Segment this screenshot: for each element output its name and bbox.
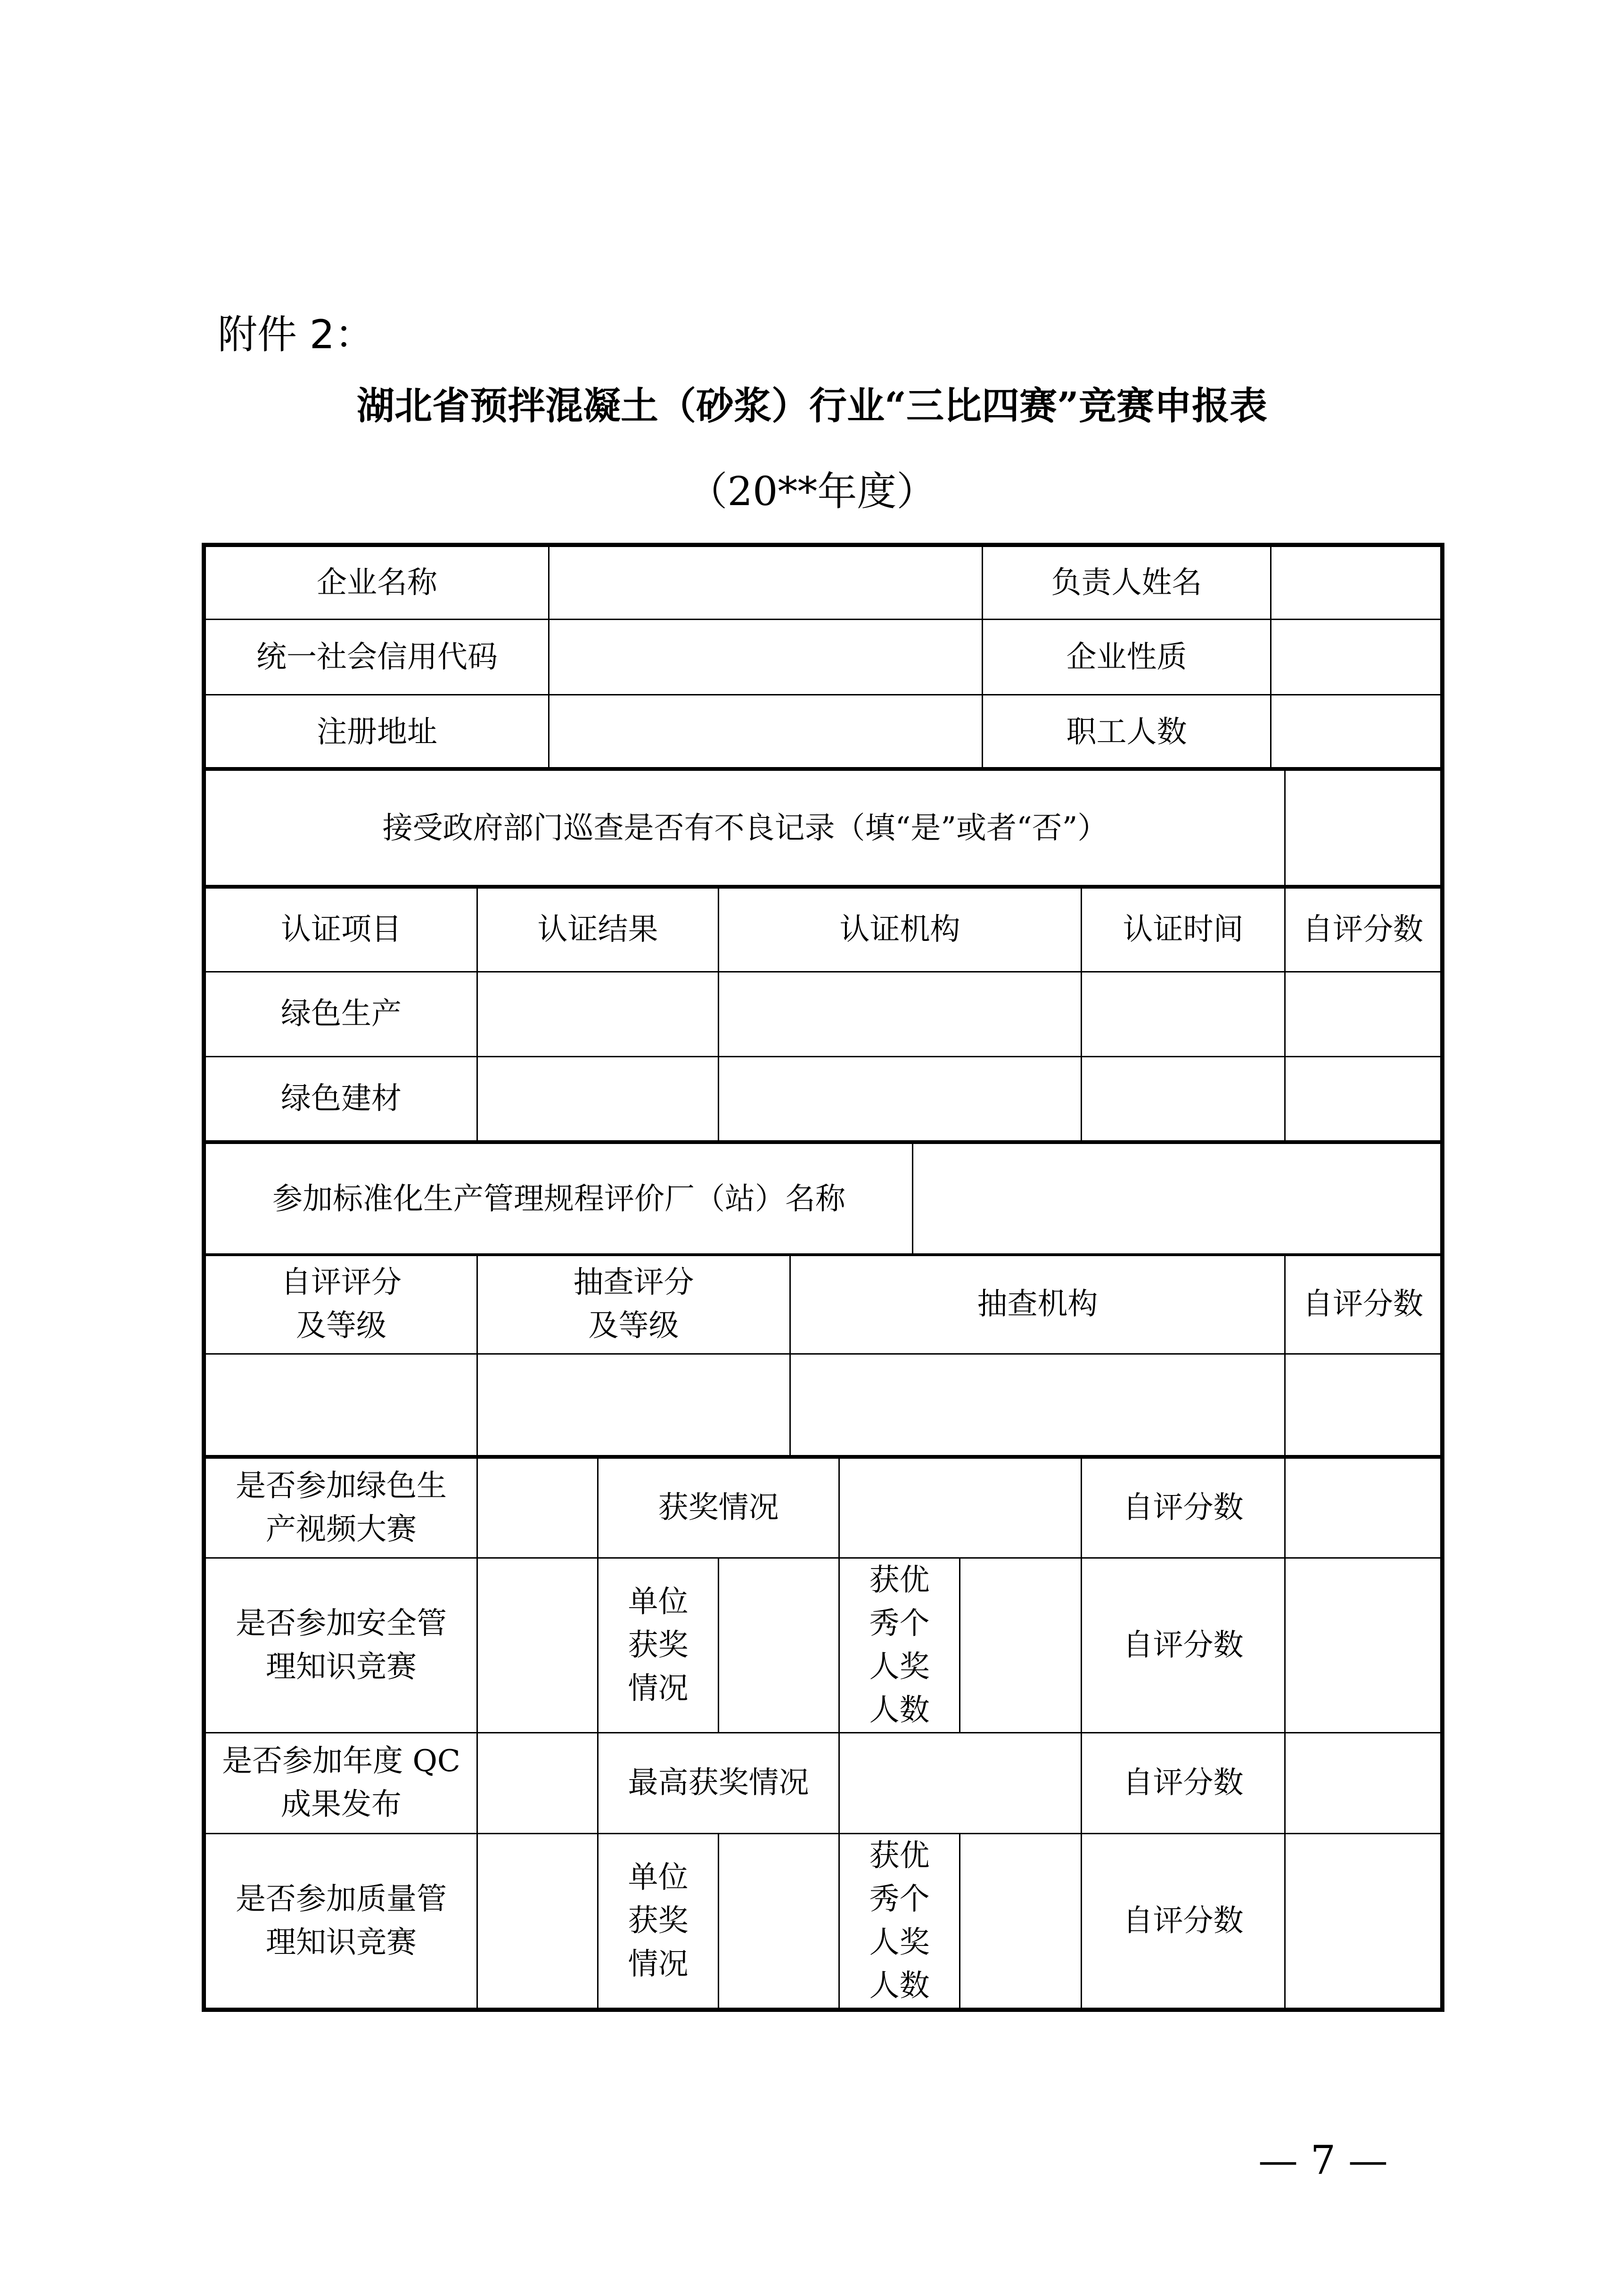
credit-code-value[interactable] — [549, 620, 983, 695]
spot-agency-label: 抽查机构 — [790, 1254, 1285, 1354]
plant-name-value[interactable] — [913, 1142, 1443, 1255]
inspection-question: 接受政府部门巡查是否有不良记录（填“是”或者“否”） — [204, 769, 1285, 887]
inspection-table — [202, 767, 1444, 888]
video-score-value[interactable] — [1285, 1457, 1443, 1558]
safety-individual-award-value[interactable] — [960, 1558, 1082, 1732]
standardization-grade-table — [202, 1253, 1444, 1456]
company-name-label: 企业名称 — [204, 545, 549, 620]
quality-unit-award-value[interactable] — [719, 1833, 839, 2010]
cert-row-green-materials: 绿色建材 — [204, 1056, 477, 1141]
spot-grade-value[interactable] — [477, 1354, 790, 1456]
cert-header-item: 认证项目 — [204, 887, 477, 972]
cert-result-cell[interactable] — [477, 972, 719, 1056]
qc-score-label: 自评分数 — [1082, 1732, 1285, 1833]
inspection-answer[interactable] — [1285, 769, 1443, 887]
qc-question: 是否参加年度 QC 成果发布 — [204, 1732, 477, 1833]
address-label: 注册地址 — [204, 695, 549, 769]
document-subtitle: （20**年度） — [688, 468, 936, 515]
leader-name-value[interactable] — [1271, 545, 1443, 620]
self-grade-label: 自评评分 及等级 — [204, 1254, 477, 1354]
cert-agency-cell[interactable] — [719, 1056, 1082, 1141]
credit-code-label: 统一社会信用代码 — [204, 620, 549, 695]
page-number: — 7 — — [1258, 2137, 1388, 2183]
document-title: 湖北省预拌混凝土（砂浆）行业“三比四赛”竞赛申报表 — [356, 384, 1268, 428]
cert-header-time: 认证时间 — [1082, 887, 1285, 972]
safety-competition-question: 是否参加安全管 理知识竞赛 — [204, 1558, 477, 1732]
safety-unit-award-label: 单位 获奖 情况 — [598, 1558, 719, 1732]
cert-score-cell[interactable] — [1285, 1056, 1443, 1141]
address-value[interactable] — [549, 695, 983, 769]
quality-score-value[interactable] — [1285, 1833, 1443, 2010]
video-award-label: 获奖情况 — [598, 1457, 839, 1558]
certification-table — [202, 885, 1444, 1142]
cert-time-cell[interactable] — [1082, 1056, 1285, 1141]
qc-answer[interactable] — [477, 1732, 598, 1833]
company-nature-value[interactable] — [1271, 620, 1443, 695]
video-competition-question: 是否参加绿色生 产视频大赛 — [204, 1457, 477, 1558]
safety-score-label: 自评分数 — [1082, 1558, 1285, 1732]
self-grade-value[interactable] — [204, 1354, 477, 1456]
plant-name-label: 参加标准化生产管理规程评价厂（站）名称 — [204, 1142, 913, 1255]
company-nature-label: 企业性质 — [983, 620, 1271, 695]
quality-individual-award-label: 获优 秀个 人奖 人数 — [839, 1833, 960, 2010]
quality-individual-award-value[interactable] — [960, 1833, 1082, 2010]
cert-score-cell[interactable] — [1285, 972, 1443, 1056]
video-award-value[interactable] — [839, 1457, 1082, 1558]
qc-score-value[interactable] — [1285, 1732, 1443, 1833]
safety-score-value[interactable] — [1285, 1558, 1443, 1732]
leader-name-label: 负责人姓名 — [983, 545, 1271, 620]
cert-time-cell[interactable] — [1082, 972, 1285, 1056]
standardization-score-value[interactable] — [1285, 1354, 1443, 1456]
cert-result-cell[interactable] — [477, 1056, 719, 1141]
basic-info-table — [202, 543, 1444, 770]
staff-count-label: 职工人数 — [983, 695, 1271, 769]
company-name-value[interactable] — [549, 545, 983, 620]
attachment-label: 附件 2： — [218, 311, 375, 358]
cert-header-result: 认证结果 — [477, 887, 719, 972]
staff-count-value[interactable] — [1271, 695, 1443, 769]
cert-header-agency: 认证机构 — [719, 887, 1082, 972]
video-competition-answer[interactable] — [477, 1457, 598, 1558]
video-score-label: 自评分数 — [1082, 1457, 1285, 1558]
cert-row-green-production: 绿色生产 — [204, 972, 477, 1056]
cert-agency-cell[interactable] — [719, 972, 1082, 1056]
standardization-score-label: 自评分数 — [1285, 1254, 1443, 1354]
spot-grade-label: 抽查评分 及等级 — [477, 1254, 790, 1354]
standardization-name-table — [202, 1140, 1444, 1256]
quality-competition-question: 是否参加质量管 理知识竞赛 — [204, 1833, 477, 2010]
qc-highest-award-label: 最高获奖情况 — [598, 1732, 839, 1833]
safety-unit-award-value[interactable] — [719, 1558, 839, 1732]
cert-header-score: 自评分数 — [1285, 887, 1443, 972]
quality-competition-answer[interactable] — [477, 1833, 598, 2010]
quality-score-label: 自评分数 — [1082, 1833, 1285, 2010]
qc-highest-award-value[interactable] — [839, 1732, 1082, 1833]
safety-competition-answer[interactable] — [477, 1558, 598, 1732]
spot-agency-value[interactable] — [790, 1354, 1285, 1456]
safety-individual-award-label: 获优 秀个 人奖 人数 — [839, 1558, 960, 1732]
competitions-table — [202, 1455, 1444, 2012]
quality-unit-award-label: 单位 获奖 情况 — [598, 1833, 719, 2010]
